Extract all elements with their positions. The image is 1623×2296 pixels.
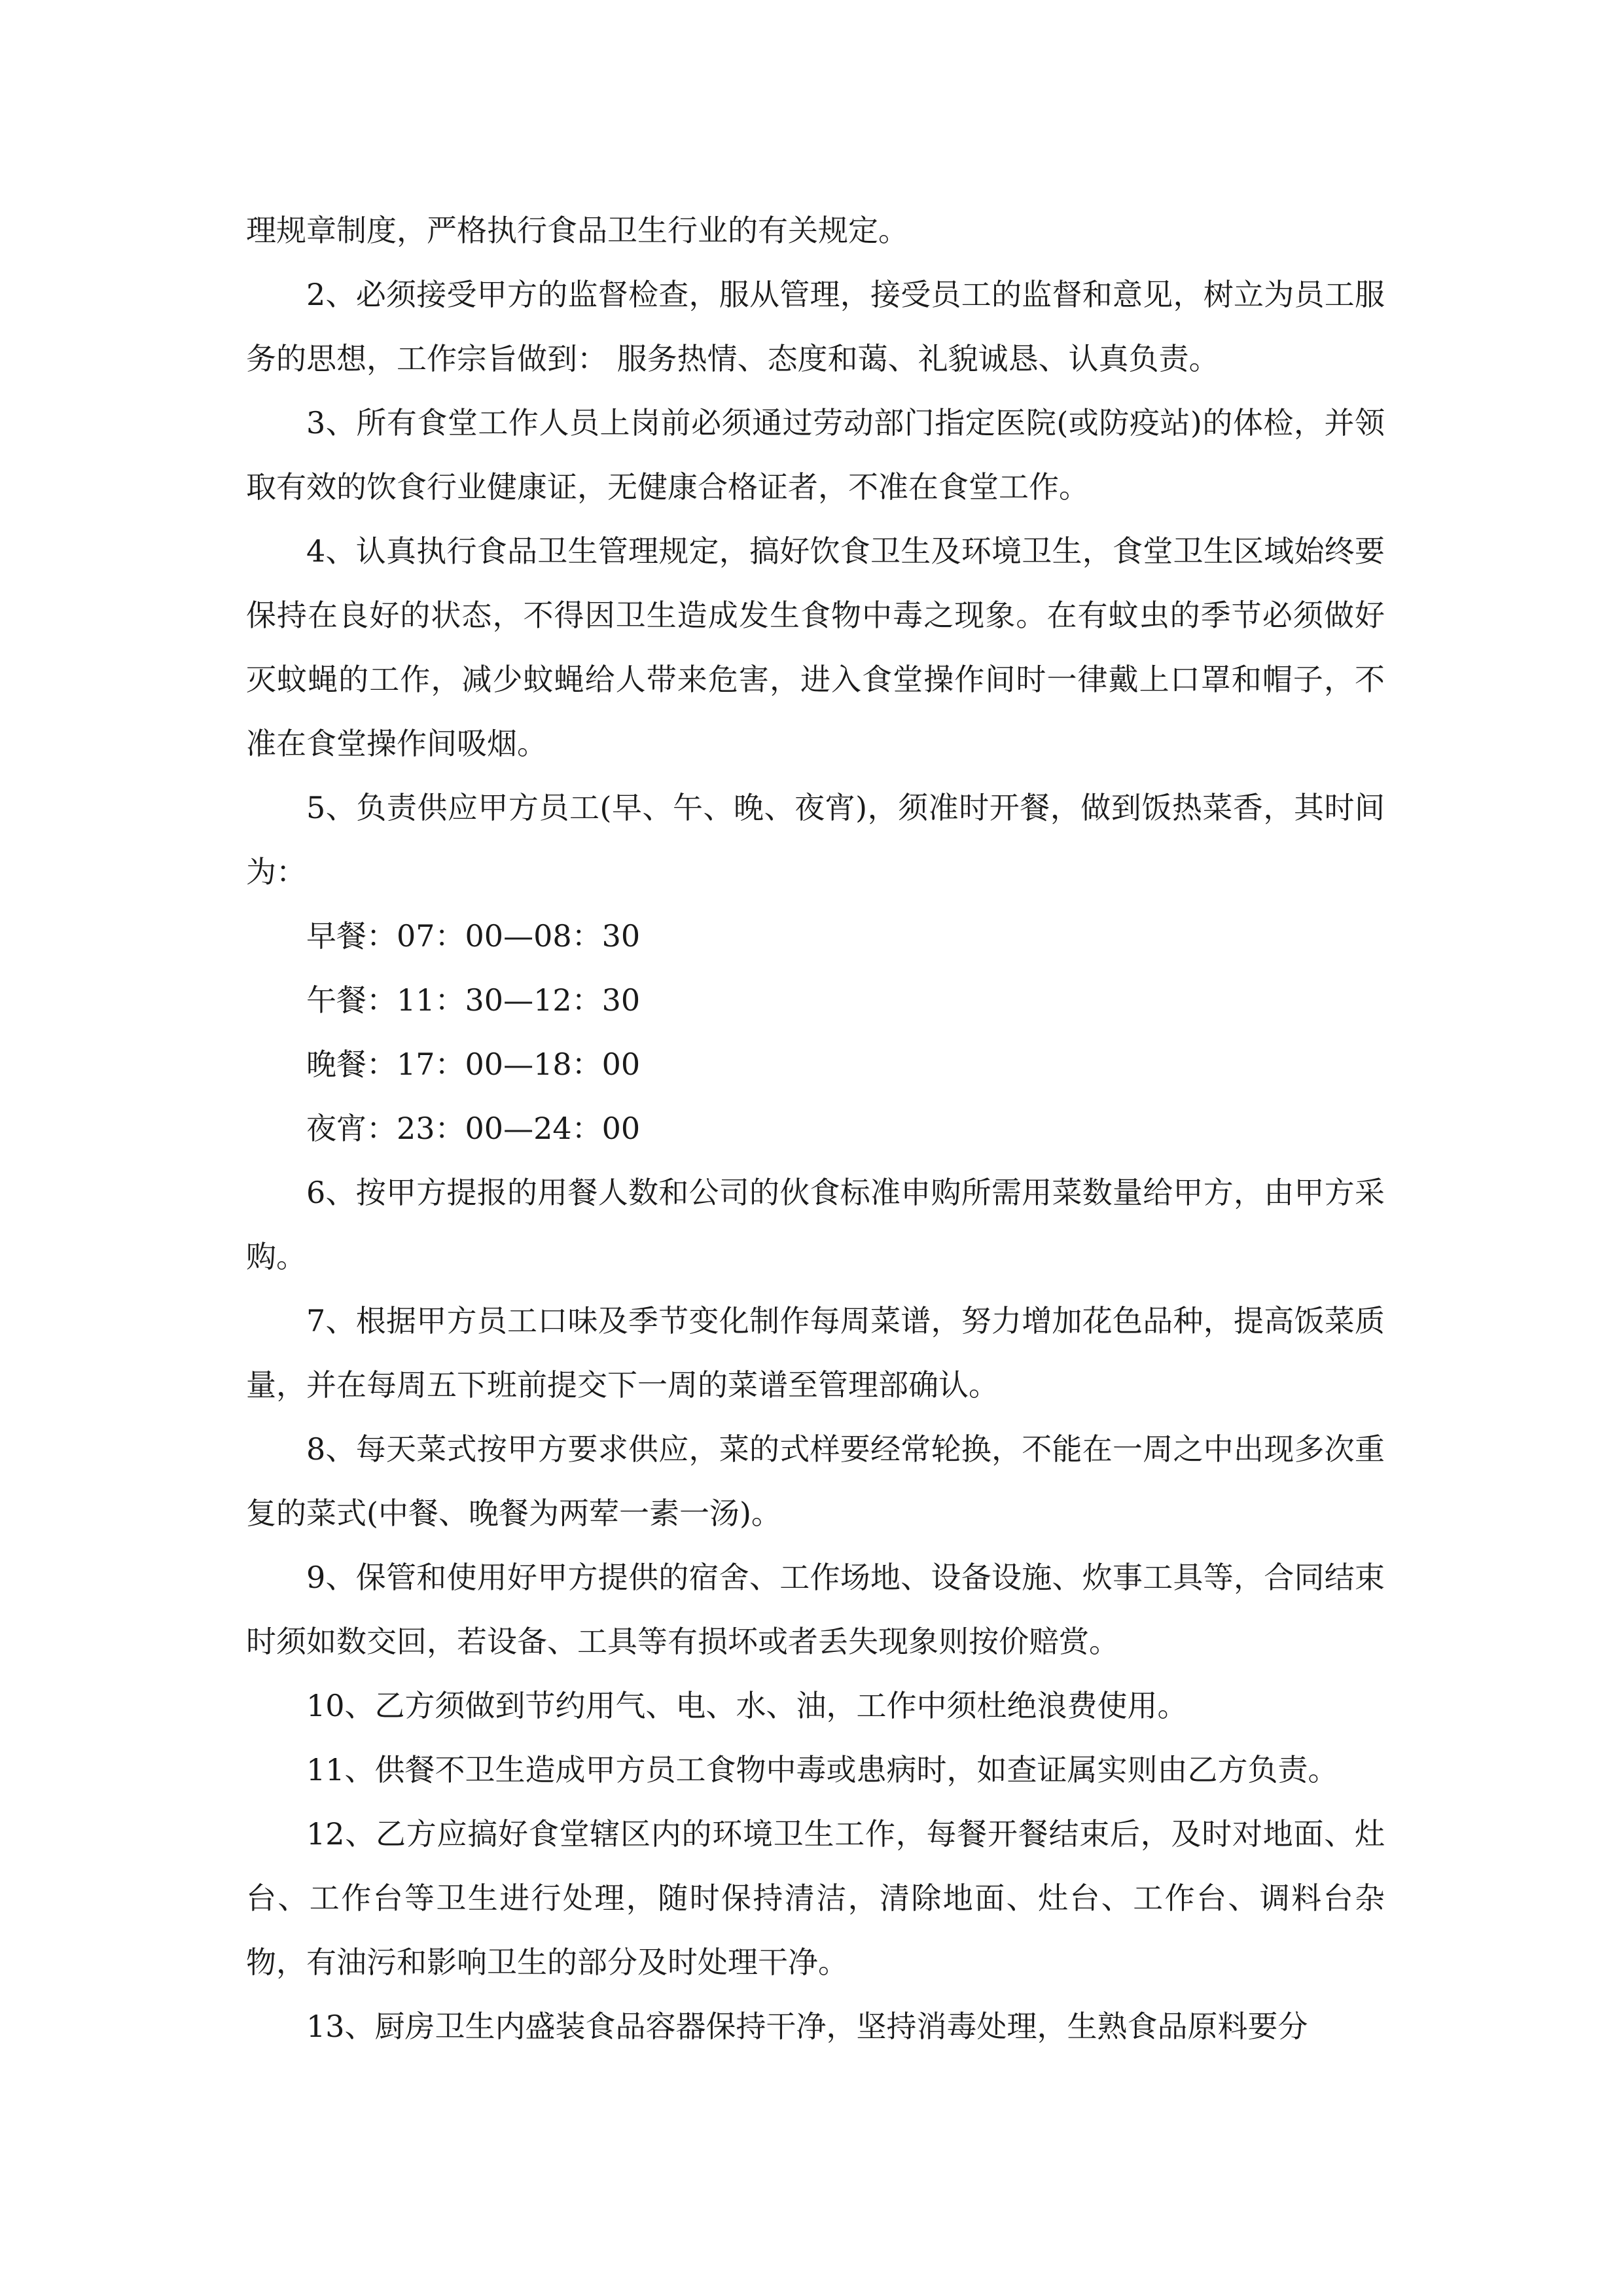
paragraph-clause-6: 6、按甲方提报的用餐人数和公司的伙食标准申购所需用菜数量给甲方，由甲方采购。: [246, 1175, 1385, 1274]
meal-time-lunch: 午餐：11：30—12：30: [306, 982, 641, 1018]
paragraph-clause-2: 2、必须接受甲方的监督检查，服从管理，接受员工的监督和意见，树立为员工服务的思想，工作宗旨做到： 服务热情、态度和蔼、礼貌诚恳、认真负责。: [246, 277, 1385, 376]
paragraph-clause-3: 3、所有食堂工作人员上岗前必须通过劳动部门指定医院(或防疫站)的体检，并领取有效的饮食行业健康证，无健康合格证者，不准在食堂工作。: [246, 405, 1385, 505]
paragraph-clause-5: 5、负责供应甲方员工(早、午、晚、夜宵)，须准时开餐，做到饭热菜香，其时间为：: [246, 790, 1385, 889]
paragraph-clause-8: 8、每天菜式按甲方要求供应，菜的式样要经常轮换，不能在一周之中出现多次重复的菜式(中餐、晚餐为两荤一素一汤)。: [246, 1431, 1385, 1531]
paragraph-clause-11: 11、供餐不卫生造成甲方员工食物中毒或患病时，如查证属实则由乙方负责。: [306, 1752, 1338, 1787]
document-body: [246, 198, 1385, 2058]
paragraph-clause-10: 10、乙方须做到节约用气、电、水、油，工作中须杜绝浪费使用。: [306, 1688, 1188, 1723]
paragraph-continuation: 理规章制度，严格执行食品卫生行业的有关规定。: [246, 213, 908, 248]
meal-time-dinner: 晚餐：17：00—18：00: [306, 1047, 641, 1082]
paragraph-clause-13: 13、厨房卫生内盛装食品容器保持干净，坚持消毒处理，生熟食品原料要分: [306, 2009, 1308, 2044]
paragraph-clause-4: 4、认真执行食品卫生管理规定，搞好饮食卫生及环境卫生，食堂卫生区域始终要保持在良好的状态，不得因卫生造成发生食物中毒之现象。在有蚊虫的季节必须做好灭蚊蝇的工作，减少蚊蝇给人带来危害，进入食堂操作间时一律戴上口罩和帽子，不准在食堂操作间吸烟。: [246, 533, 1385, 761]
meal-time-breakfast: 早餐：07：00—08：30: [306, 918, 641, 954]
paragraph-clause-7: 7、根据甲方员工口味及季节变化制作每周菜谱，努力增加花色品种，提高饭菜质量，并在每周五下班前提交下一周的菜谱至管理部确认。: [246, 1303, 1385, 1403]
paragraph-clause-9: 9、保管和使用好甲方提供的宿舍、工作场地、设备设施、炊事工具等，合同结束时须如数交回，若设备、工具等有损坏或者丢失现象则按价赔赏。: [246, 1560, 1385, 1659]
meal-time-late-night: 夜宵：23：00—24：00: [306, 1111, 641, 1146]
paragraph-clause-12: 12、乙方应搞好食堂辖区内的环境卫生工作，每餐开餐结束后，及时对地面、灶台、工作台等卫生进行处理，随时保持清洁，清除地面、灶台、工作台、调料台杂物，有油污和影响卫生的部分及时处理干净。: [246, 1816, 1385, 1980]
